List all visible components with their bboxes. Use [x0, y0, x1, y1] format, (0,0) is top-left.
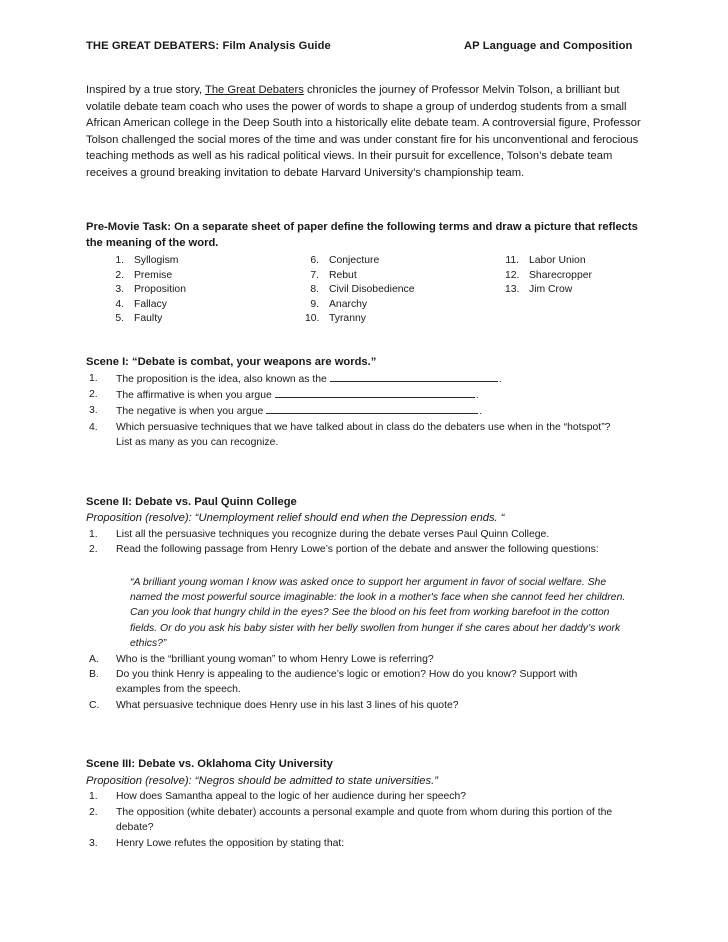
sub-question-letter: B. [89, 669, 99, 680]
list-term: Conjecture [329, 254, 380, 266]
question-item [86, 805, 620, 836]
list-item [305, 312, 414, 327]
course-title: AP Language and Composition [464, 40, 633, 52]
list-number: 9. [310, 298, 319, 310]
spacer [86, 328, 642, 354]
list-term: Faulty [134, 313, 163, 325]
pre-movie-task-heading: Pre-Movie Task: On a separate sheet of paper define the following terms and draw a picture that reflects the meaning of the word. [86, 220, 638, 250]
scene-two-heading: Scene II: Debate vs. Paul Quinn College [86, 495, 297, 508]
vocabulary-column-2 [305, 254, 414, 327]
question-item [86, 789, 620, 804]
list-term: Fallacy [134, 298, 167, 310]
document-header [86, 40, 642, 52]
list-item [305, 269, 414, 284]
sub-question-letter: A. [89, 653, 99, 665]
sub-question-letter: C. [89, 699, 100, 711]
spacer [86, 713, 642, 739]
list-term: Civil Disobedience [329, 284, 415, 296]
list-item [505, 254, 592, 269]
list-number: 2. [115, 269, 124, 281]
answer-blank[interactable] [266, 403, 478, 414]
list-term: Sharecropper [529, 269, 592, 281]
question-text: Read the following passage from Henry Lowe’s portion of the debate and answer the following questions: [116, 544, 599, 556]
question-number: 1. [89, 372, 98, 384]
question-text-before-blank: The proposition is the idea, also known as the [116, 373, 327, 385]
question-text-after-blank: . [475, 389, 479, 401]
henry-lowe-quote: “A brilliant young woman I know was asked once to support her argument in favor of social welfare. She named the most powerful source imaginable: the look in a mother's face when she cannot feed her children. Can you look that hungry child in the eyes? See the blood on his feet from working barefoot in the cotton fields. Or do you ask his baby sister with her belly swollen from hunger if she cares about her daddy’s work ethics?” [130, 576, 626, 650]
list-item [305, 298, 414, 313]
question-text: How does Samantha appeal to the logic of her audience during her speech? [116, 791, 467, 803]
scene-three-questions [86, 789, 620, 851]
question-number: 2. [89, 388, 98, 400]
list-number: 1. [115, 254, 124, 266]
question-number: 2. [89, 806, 98, 818]
question-text: Which persuasive techniques that we have talked about in class do the debaters use when in the “hotspot”? List as many as you can recognize. [116, 421, 611, 449]
list-term: Rebut [329, 269, 357, 281]
sub-question-item [86, 667, 598, 698]
vocabulary-column-1 [110, 254, 186, 327]
question-item [86, 387, 614, 403]
document-title: THE GREAT DEBATERS: Film Analysis Guide [86, 40, 331, 52]
vocabulary-list [86, 254, 642, 328]
question-text [116, 371, 614, 387]
spacer [86, 451, 642, 477]
scene-three-heading: Scene III: Debate vs. Oklahoma City University [86, 758, 333, 771]
intro-text-after: chronicles the journey of Professor Melvin Tolson, a brilliant but volatile debate team coach who uses the power of words to shape a group of underdog students from a small African American college in the Deep South into a historically elite debate team. A controversial figure, Professor Tolson challenged the social mores of the time and was under constant fire for his unconventional and ferocious teaching methods as well as his radical political views. In their pursuit for excellence, Tolson’s debate team receives a ground breaking invitation to debate Harvard University’s championship team. [86, 84, 641, 179]
scene-one-questions [86, 371, 614, 451]
list-number: 5. [115, 313, 124, 325]
question-number: 3. [89, 837, 98, 849]
list-term: Tyranny [329, 313, 366, 325]
scene-two-question-two [86, 542, 620, 557]
scene-three-proposition: Proposition (resolve): “Negros should be admitted to state universities.” [86, 774, 438, 787]
document-body [86, 40, 642, 851]
question-item [86, 403, 614, 419]
question-item [86, 542, 620, 557]
list-number: 11. [505, 254, 519, 266]
question-item [86, 420, 614, 451]
list-term: Premise [134, 269, 173, 281]
list-number: 6. [310, 254, 319, 266]
scene-two-sub-questions [86, 652, 598, 714]
list-item [305, 283, 414, 298]
intro-text-before: Inspired by a true story, [86, 84, 205, 96]
question-text-after-blank: . [498, 373, 502, 385]
spacer [86, 193, 642, 219]
film-title: The Great Debaters [204, 84, 304, 96]
list-item [110, 269, 186, 284]
list-item [110, 254, 186, 269]
question-item [86, 371, 614, 387]
list-number: 4. [115, 298, 124, 310]
list-term: Labor Union [529, 254, 586, 266]
list-term: Syllogism [134, 254, 179, 266]
question-number: 3. [89, 405, 98, 417]
list-item [505, 269, 592, 284]
list-item [305, 254, 414, 269]
answer-blank[interactable] [330, 371, 498, 382]
list-number: 3. [115, 284, 124, 296]
list-number: 13. [505, 284, 520, 296]
scene-one-heading: Scene I: “Debate is combat, your weapons are words.” [86, 355, 377, 368]
spacer [86, 477, 642, 494]
question-text-before-blank: The negative is when you argue [116, 406, 264, 418]
list-number: 7. [310, 269, 319, 281]
sub-question-text: What persuasive technique does Henry use in his last 3 lines of his quote? [116, 699, 459, 711]
spacer [86, 739, 642, 756]
scene-two-questions [86, 527, 620, 542]
vocabulary-column-3 [505, 254, 592, 298]
question-text [116, 403, 614, 419]
scene-two-proposition: Proposition (resolve): “Unemployment relief should end when the Depression ends. “ [86, 512, 505, 525]
list-number: 8. [310, 284, 319, 296]
list-item [505, 283, 592, 298]
question-text: The opposition (white debater) accounts a personal example and quote from whom during this portion of the debate? [116, 806, 613, 834]
sub-question-item [86, 652, 598, 667]
question-number: 4. [89, 421, 98, 433]
question-item [86, 836, 620, 851]
list-term: Anarchy [329, 298, 368, 310]
sub-question-text: Who is the “brilliant young woman” to whom Henry Lowe is referring? [116, 653, 434, 665]
question-text-after-blank: . [479, 406, 483, 418]
question-number: 1. [89, 791, 98, 803]
question-text: Henry Lowe refutes the opposition by stating that: [116, 837, 345, 849]
question-number: 1. [89, 528, 98, 540]
list-number: 12. [505, 269, 520, 281]
sub-question-item [86, 698, 598, 713]
question-number: 2. [89, 544, 98, 556]
question-item [86, 527, 620, 542]
question-text [116, 387, 614, 403]
list-number: 10. [305, 313, 320, 325]
intro-paragraph [86, 82, 642, 182]
question-text: List all the persuasive techniques you recognize during the debate verses Paul Quinn College. [116, 528, 550, 540]
list-item [110, 312, 186, 327]
list-term: Jim Crow [529, 284, 573, 296]
sub-question-text: Do you think Henry is appealing to the audience’s logic or emotion? How do you know? Support with examples from the speech. [116, 669, 578, 696]
list-item [110, 283, 186, 298]
question-text-before-blank: The affirmative is when you argue [116, 389, 272, 401]
list-item [110, 298, 186, 313]
list-term: Proposition [134, 284, 186, 296]
answer-blank[interactable] [275, 387, 475, 398]
